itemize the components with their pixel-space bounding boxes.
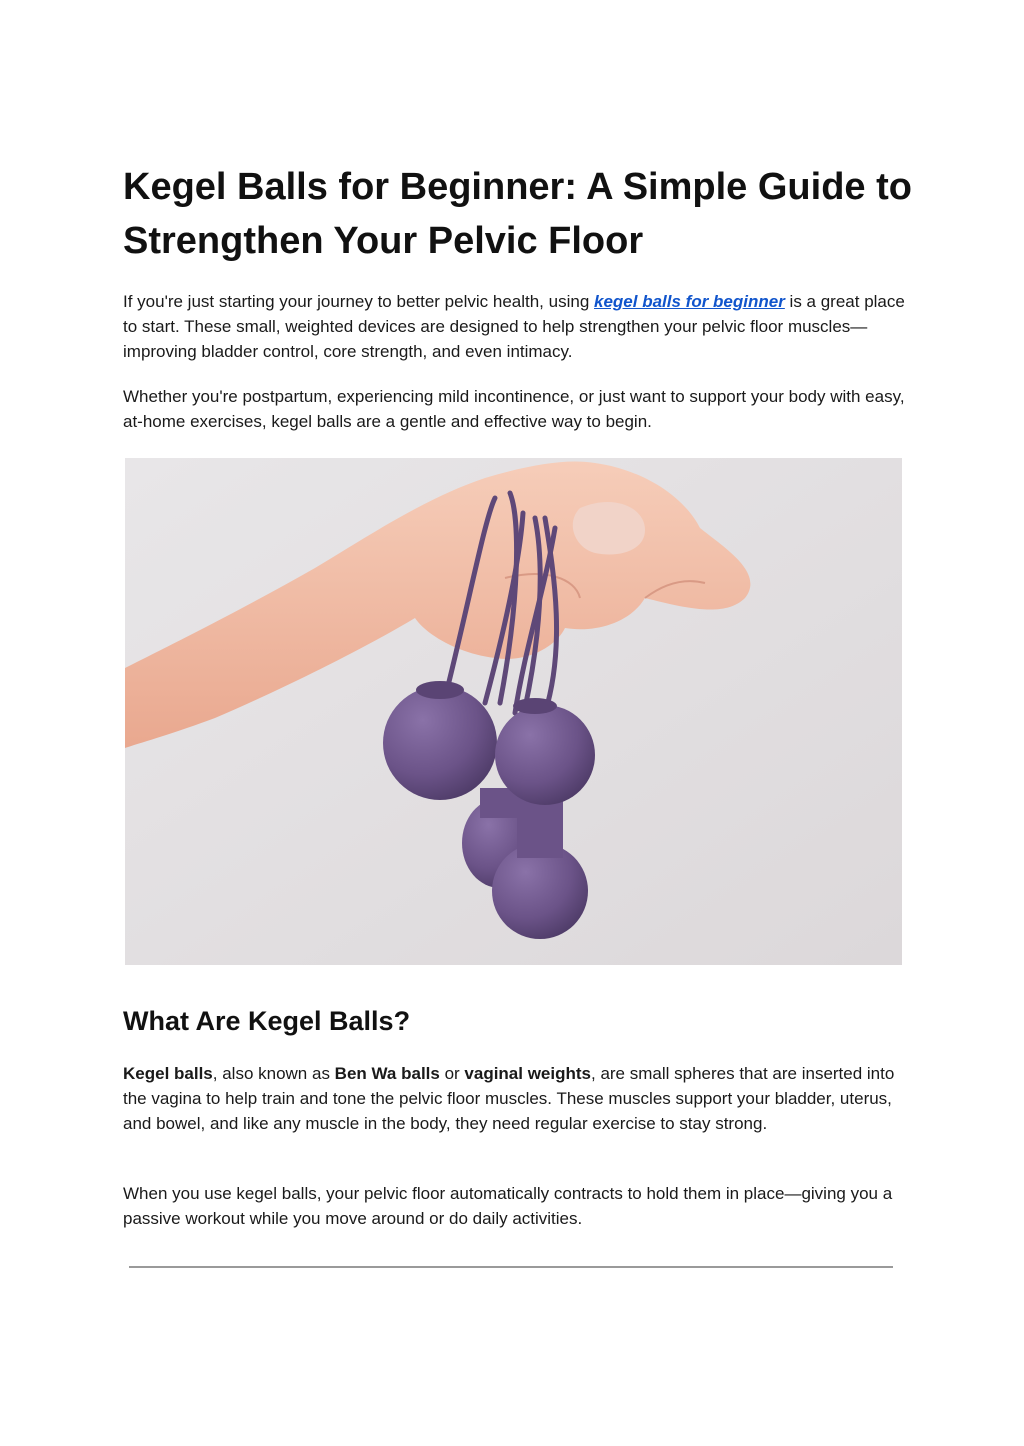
intro-paragraph [123,289,913,364]
intro-text-before: If you're just starting your journey to better pelvic health, using [123,292,594,311]
kegel-balls-illustration [125,458,902,965]
term-ben-wa-balls: Ben Wa balls [334,1064,440,1083]
second-paragraph: Whether you're postpartum, experiencing mild incontinence, or just want to support your body with easy, at-home exercises, kegel balls are a gentle and effective way to begin. [123,387,905,431]
intro-text-after: is a great place to start. These small, weighted devices are designed to help strengthen your pelvic floor muscles—improving bladder control, core strength, and even intimacy. [123,292,905,361]
usage-paragraph: When you use kegel balls, your pelvic floor automatically contracts to hold them in place—giving you a passive workout while you move around or do daily activities. [123,1184,893,1228]
section-heading: What Are Kegel Balls? [123,1006,411,1036]
page-title: Kegel Balls for Beginner: A Simple Guide to Strengthen Your Pelvic Floor [123,166,912,262]
term-kegel-balls: Kegel balls [123,1064,213,1083]
definition-text-1: , also known as [212,1064,335,1083]
definition-text-3: , are small spheres that are inserted into the vagina to help train and tone the pelvic floor muscles. These muscles support your bladder, uterus, and bowel, and like any muscle in the body, they need regular exercise to stay strong. [123,1064,895,1133]
kegel-balls-link[interactable]: kegel balls for beginner [594,292,785,311]
definition-paragraph [123,1061,913,1136]
kegel-balls-photo [125,458,902,965]
term-vaginal-weights: vaginal weights [464,1064,591,1083]
horizontal-divider [129,1266,893,1268]
definition-text-2: or [439,1064,465,1083]
